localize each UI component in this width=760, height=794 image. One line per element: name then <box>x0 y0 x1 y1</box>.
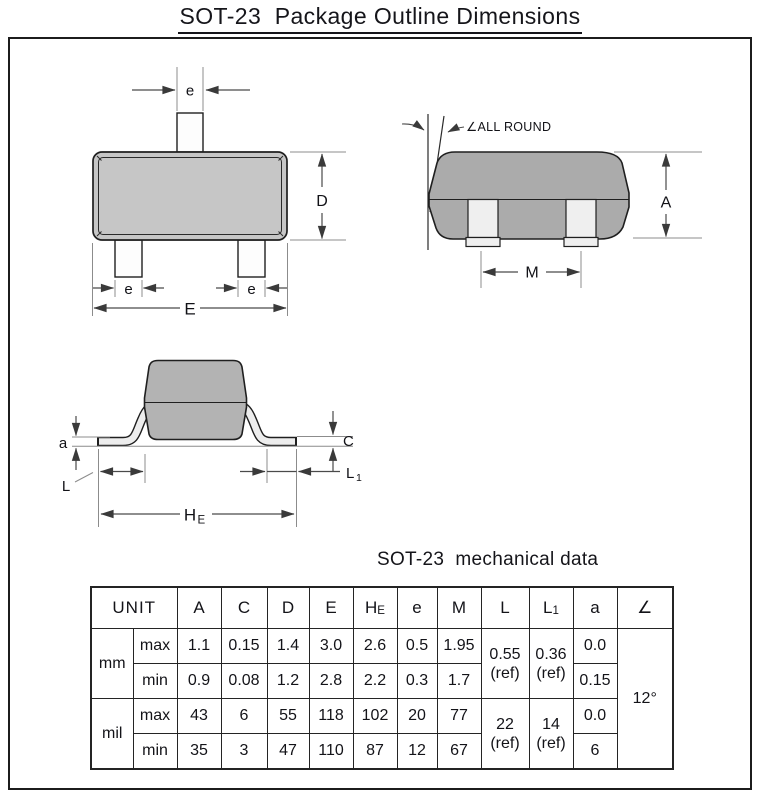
limit-label: min <box>133 664 177 699</box>
cell-mil-max-HE: 102 <box>353 699 397 734</box>
dim-label-L1-sub: 1 <box>356 472 362 484</box>
package-body-top-view <box>93 152 287 240</box>
cell-mm-min-HE: 2.2 <box>353 664 397 699</box>
col-header-E: E <box>309 587 353 629</box>
dim-label-L: L <box>61 478 71 495</box>
cell-mm-L: 0.55 (ref) <box>481 629 529 699</box>
cell-mil-min-e: 12 <box>397 734 437 770</box>
cell-mm-max-D: 1.4 <box>267 629 309 664</box>
top-pin <box>177 113 203 152</box>
unit-label-mm: mm <box>91 629 133 699</box>
col-header-C: C <box>221 587 267 629</box>
cell-mm-max-e: 0.5 <box>397 629 437 664</box>
cell-mil-max-A: 43 <box>177 699 221 734</box>
cell-angle: 12° <box>617 629 673 770</box>
perspective-view-diagram <box>402 114 702 288</box>
col-header-D: D <box>267 587 309 629</box>
cell-mil-min-A: 35 <box>177 734 221 770</box>
cell-mil-min-C: 3 <box>221 734 267 770</box>
col-header-A: A <box>177 587 221 629</box>
col-header-unit: UNIT <box>91 587 177 629</box>
limit-label: min <box>133 734 177 770</box>
table-header-row <box>91 587 673 629</box>
table-row-mil-max <box>91 699 673 734</box>
dim-label-D: D <box>316 193 328 210</box>
cell-mm-min-A: 0.9 <box>177 664 221 699</box>
dim-label-e-pin-right: e <box>247 281 256 298</box>
package-body-side-view <box>145 361 247 440</box>
col-header-e: e <box>397 587 437 629</box>
cell-mm-max-A: 1.1 <box>177 629 221 664</box>
mechanical-data-table <box>90 586 674 770</box>
dim-label-A: A <box>660 194 672 212</box>
cell-mil-max-D: 55 <box>267 699 309 734</box>
table-row-mil-min <box>91 734 673 770</box>
cell-mil-max-C: 6 <box>221 699 267 734</box>
limit-label: max <box>133 629 177 664</box>
cell-mil-L1: 14 (ref) <box>529 699 573 770</box>
cell-mil-min-D: 47 <box>267 734 309 770</box>
cell-mm-max-C: 0.15 <box>221 629 267 664</box>
cell-mil-min-E: 110 <box>309 734 353 770</box>
bottom-pin-left <box>115 240 142 277</box>
bottom-pin-right <box>238 240 265 277</box>
cell-mil-min-M: 67 <box>437 734 481 770</box>
package-body-perspective <box>429 152 629 239</box>
table-row-mm-max <box>91 629 673 664</box>
cell-mm-min-M: 1.7 <box>437 664 481 699</box>
unit-label-mil: mil <box>91 699 133 770</box>
cell-mil-max-e: 20 <box>397 699 437 734</box>
cell-mm-max-a: 0.0 <box>573 629 617 664</box>
dim-label-C: C <box>343 433 354 450</box>
dim-label-e-top: e <box>185 82 195 100</box>
cell-mm-max-HE: 2.6 <box>353 629 397 664</box>
all-round-note: ∠ALL ROUND <box>466 120 552 134</box>
col-header-L: L <box>481 587 529 629</box>
cell-mm-min-e: 0.3 <box>397 664 437 699</box>
cell-mil-min-HE: 87 <box>353 734 397 770</box>
cell-mil-max-a: 0.0 <box>573 699 617 734</box>
col-header-M: M <box>437 587 481 629</box>
table-row-mm-min <box>91 664 673 699</box>
cell-mil-max-M: 77 <box>437 699 481 734</box>
cell-mm-max-E: 3.0 <box>309 629 353 664</box>
dim-label-M: M <box>525 264 539 282</box>
cell-mil-min-a: 6 <box>573 734 617 770</box>
col-header-angle: ∠ <box>617 587 673 629</box>
dim-label-HE-sub: E <box>197 514 206 527</box>
dim-label-HE-base: H <box>183 505 197 525</box>
col-header-L1: L1 <box>529 587 573 629</box>
dim-label-L1-base: L <box>346 465 355 482</box>
cell-mm-min-E: 2.8 <box>309 664 353 699</box>
side-view-diagram <box>59 361 362 528</box>
cell-mil-L: 22 (ref) <box>481 699 529 770</box>
col-header-a: a <box>573 587 617 629</box>
cell-mm-min-C: 0.08 <box>221 664 267 699</box>
all-round-leader-arrows <box>402 124 464 132</box>
mechanical-data-title: SOT-23 mechanical data <box>377 549 599 570</box>
cell-mm-min-D: 1.2 <box>267 664 309 699</box>
top-view-diagram <box>93 67 347 319</box>
cell-mil-max-E: 118 <box>309 699 353 734</box>
cell-mm-max-M: 1.95 <box>437 629 481 664</box>
dim-label-a: a <box>58 435 68 452</box>
dim-label-e-pin-left: e <box>124 281 133 298</box>
col-header-HE: HE <box>353 587 397 629</box>
cell-mm-min-a: 0.15 <box>573 664 617 699</box>
cell-mm-L1: 0.36 (ref) <box>529 629 573 699</box>
page-title: SOT-23 Package Outline Dimensions <box>0 3 760 34</box>
dim-label-E: E <box>184 299 196 319</box>
limit-label: max <box>133 699 177 734</box>
